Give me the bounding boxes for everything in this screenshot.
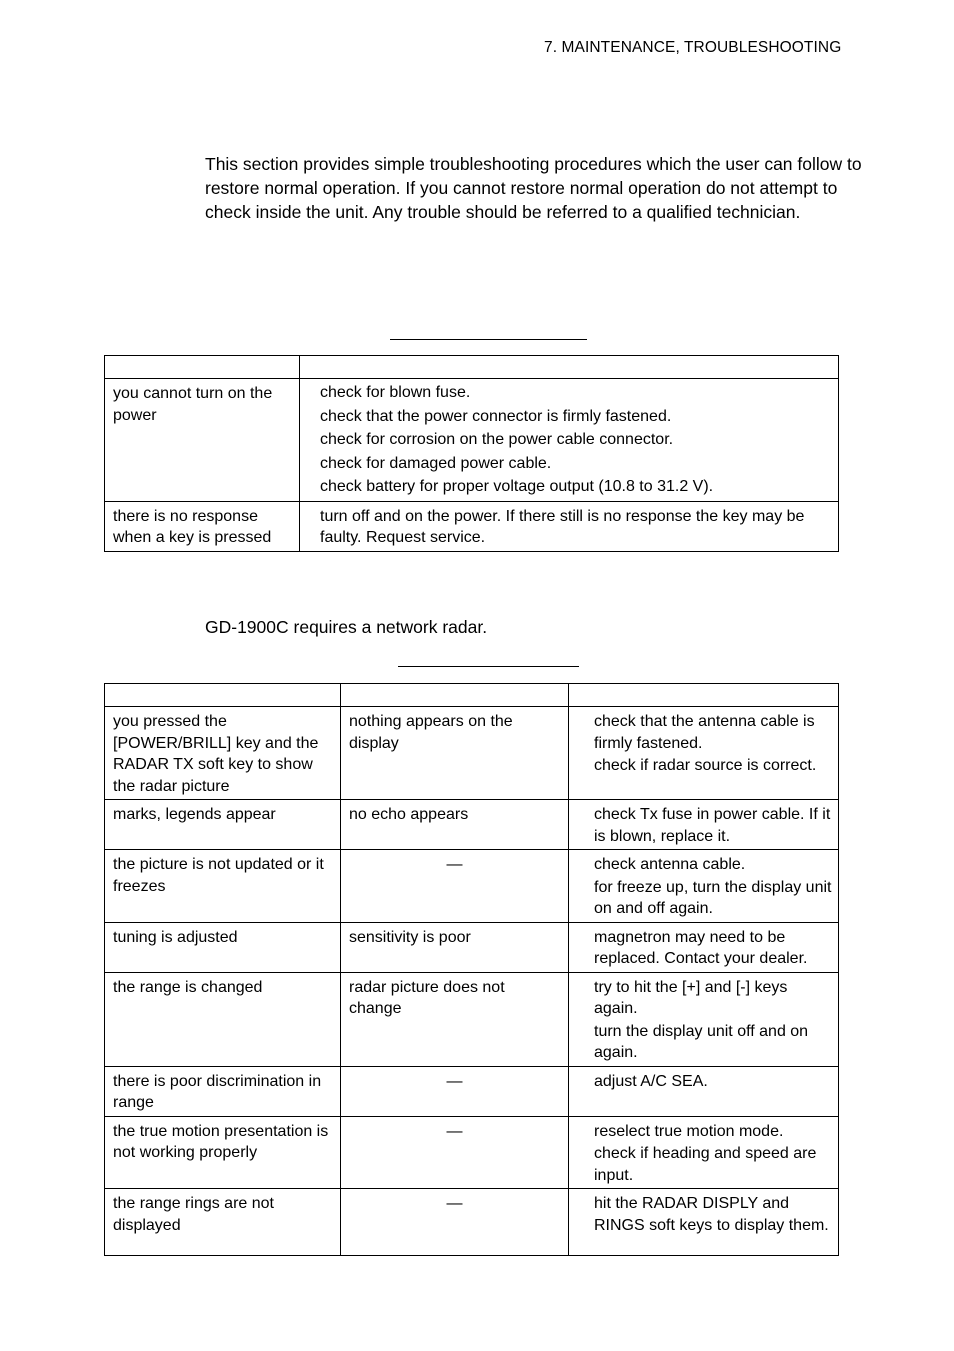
symptom-cell: — (341, 1189, 569, 1256)
general-troubleshooting-table (104, 355, 839, 552)
header-cell (300, 356, 839, 379)
problem-cell: you cannot turn on the power (105, 379, 300, 502)
table-row (105, 1066, 839, 1116)
header-cell (341, 684, 569, 707)
remedy-cell (569, 800, 839, 850)
symptom-cell: — (341, 850, 569, 923)
action-cell: the true motion presentation is not working properly (105, 1116, 341, 1189)
remedy-item: turn the display unit off and on again. (594, 1022, 809, 1061)
remedy-cell (569, 922, 839, 972)
problem-cell: there is no response when a key is pressed (105, 501, 300, 551)
intro-paragraph: This section provides simple troubleshooting procedures which the user can follow to restore normal operation. If you cannot restore normal operation do not attempt to check inside the unit. Any trouble should be referred to a qualified technician. (205, 154, 862, 222)
remedy-cell (569, 1189, 839, 1256)
header-cell (105, 356, 300, 379)
action-cell: the picture is not updated or it freezes (105, 850, 341, 923)
symptom-cell: radar picture does not change (341, 972, 569, 1066)
header-cell (569, 684, 839, 707)
radar-troubleshooting-table (104, 683, 839, 1256)
table-header-row (105, 356, 839, 379)
table-title-underline (398, 666, 579, 667)
symptom-cell: no echo appears (341, 800, 569, 850)
remedy-item: check for blown fuse. (320, 384, 471, 401)
remedy-cell (300, 379, 839, 502)
remedy-item: hit the RADAR DISPLY and RINGS soft keys to display them. (594, 1195, 829, 1234)
symptom-cell: — (341, 1066, 569, 1116)
action-cell: marks, legends appear (105, 800, 341, 850)
action-cell: the range is changed (105, 972, 341, 1066)
remedy-item: magnetron may need to be replaced. Contact your dealer. (594, 928, 808, 967)
action-cell: you pressed the [POWER/BRILL] key and the RADAR TX soft key to show the radar picture (105, 707, 341, 800)
remedy-cell (569, 972, 839, 1066)
table-row (105, 707, 839, 800)
remedy-item: check that the antenna cable is firmly fastened. (594, 713, 815, 752)
table-row (105, 379, 839, 502)
remedy-item: check for corrosion on the power cable connector. (320, 431, 674, 448)
radar-note: GD-1900C requires a network radar. (205, 617, 488, 637)
table-row (105, 850, 839, 923)
remedy-item: check that the power connector is firmly fastened. (320, 407, 672, 425)
action-cell: the range rings are not displayed (105, 1189, 341, 1256)
remedy-item: check battery for proper voltage output (10.8 to 31.2 V). (320, 478, 714, 495)
table-row (105, 800, 839, 850)
remedy-item: check if heading and speed are input. (594, 1145, 817, 1184)
table-header-row (105, 684, 839, 707)
table-title-underline (390, 339, 587, 340)
table-row (105, 1189, 839, 1256)
remedy-item: for freeze up, turn the display unit on and off again. (594, 878, 832, 917)
action-cell: tuning is adjusted (105, 922, 341, 972)
table-row (105, 972, 839, 1066)
remedy-item: check Tx fuse in power cable. If it is blown, replace it. (594, 806, 831, 845)
remedy-cell (569, 707, 839, 800)
symptom-cell: — (341, 1116, 569, 1189)
running-header: 7. MAINTENANCE, TROUBLESHOOTING (544, 39, 842, 56)
header-cell (105, 684, 341, 707)
remedy-item: adjust A/C SEA. (594, 1072, 708, 1090)
remedy-item: check for damaged power cable. (320, 454, 552, 472)
symptom-cell: sensitivity is poor (341, 922, 569, 972)
remedy-item: reselect true motion mode. (594, 1122, 784, 1140)
remedy-item: turn off and on the power. If there still is no response the key may be faulty. Request service. (320, 507, 805, 546)
remedy-item: check if radar source is correct. (594, 757, 817, 774)
remedy-cell (569, 850, 839, 923)
remedy-item: try to hit the [+] and [-] keys again. (594, 978, 788, 1017)
table-row (105, 1116, 839, 1189)
action-cell: there is poor discrimination in range (105, 1066, 341, 1116)
remedy-cell (569, 1116, 839, 1189)
symptom-cell: nothing appears on the display (341, 707, 569, 800)
table-row (105, 501, 839, 551)
remedy-cell (569, 1066, 839, 1116)
remedy-item: check antenna cable. (594, 856, 746, 873)
table-row (105, 922, 839, 972)
remedy-cell (300, 501, 839, 551)
